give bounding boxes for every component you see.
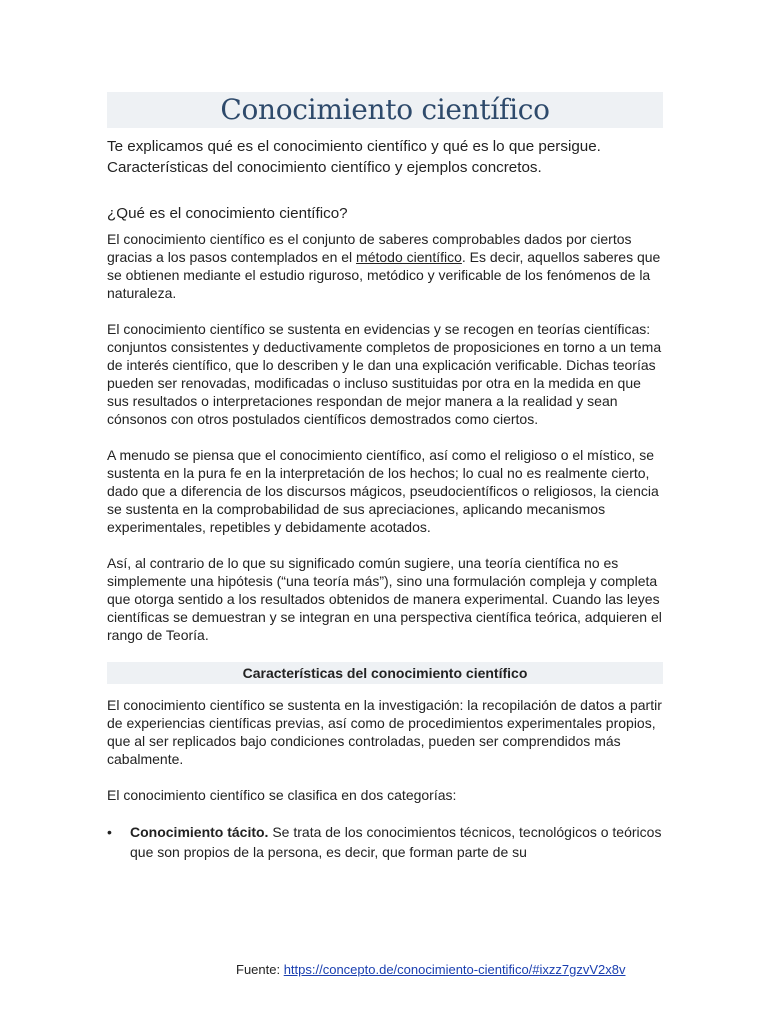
section-heading-band: [107, 662, 663, 684]
source-footer: [236, 961, 626, 979]
paragraph-4: Así, al contrario de lo que su significado común sugiere, una teoría científica no es simplemente una hipótesis (“una teoría más”), sino una formulación compleja y completa que otorga sentido a los resultados obtenidos de manera experimental. Cuando las leyes científicas se demuestran y se integran en una perspectiva científica teórica, adquieren el rango de Teoría.: [107, 555, 662, 643]
paragraph-2: El conocimiento científico se sustenta en evidencias y se recogen en teorías científicas: conjuntos consistentes y deductivamente completos de proposiciones en torno a un tema de interés científico, que lo describen y le dan una explicación verificable. Dichas teorías pueden ser renovadas, modificadas o incluso sustituidas por otra en la medida en que sus resultados o interpretaciones respondan de mejor manera a la realidad y sean cónsonos con otros postulados científicos demostrados como ciertos.: [107, 321, 662, 427]
paragraph-5: El conocimiento científico se sustenta en la investigación: la recopilación de datos a partir de experiencias científicas previas, así como de procedimientos experimentales propios, que al ser replicados bajo condiciones controladas, pueden ser comprendidos más cabalmente.: [107, 697, 662, 767]
paragraph-3: A menudo se piensa que el conocimiento científico, así como el religioso o el místico, se sustenta en la pura fe en la interpretación de los hechos; lo cual no es realmente cierto, dado que a diferencia de los discursos mágicos, pseudocientíficos o religiosos, la ciencia se sustenta en la comprobabilidad de sus apreciaciones, aplicando mecanismos experimentales, repetibles y debidamente acotados.: [107, 447, 659, 535]
document-page: [107, 92, 663, 862]
list-item-term: Conocimiento tácito.: [130, 824, 269, 840]
paragraph-1-end: . Es decir, aquellos saberes que se obtienen mediante el estudio riguroso, metódico y verificable de los fenómenos de la naturaleza.: [107, 249, 661, 301]
title-band: [107, 92, 663, 128]
classification-list: [107, 822, 663, 862]
source-link[interactable]: https://concepto.de/conocimiento-cientifico/#ixzz7gzvV2x8v: [283, 962, 626, 977]
section-heading: Características del conocimiento científico: [242, 665, 528, 681]
source-label: Fuente:: [236, 962, 284, 977]
section-subheading: ¿Qué es el conocimiento científico?: [107, 205, 348, 222]
page-title: Conocimiento científico: [220, 93, 550, 126]
intro-text: Te explicamos qué es el conocimiento científico y qué es lo que persigue. Características del conocimiento científico y ejemplos concretos.: [107, 138, 601, 176]
bullet-icon: •: [107, 824, 112, 840]
paragraph-6: El conocimiento científico se clasifica en dos categorías:: [107, 787, 457, 803]
list-item-text: Se trata de los conocimientos técnicos, tecnológicos o teóricos que son propios de la persona, es decir, que forman parte de su: [130, 824, 662, 860]
metodo-cientifico-link[interactable]: método científico: [356, 249, 462, 265]
list-item: [107, 822, 663, 862]
paragraph-1: [107, 230, 663, 302]
paragraph-1-start: El conocimiento científico es el conjunto de saberes comprobables dados por ciertos gracias a los pasos contemplados en el: [107, 231, 632, 265]
